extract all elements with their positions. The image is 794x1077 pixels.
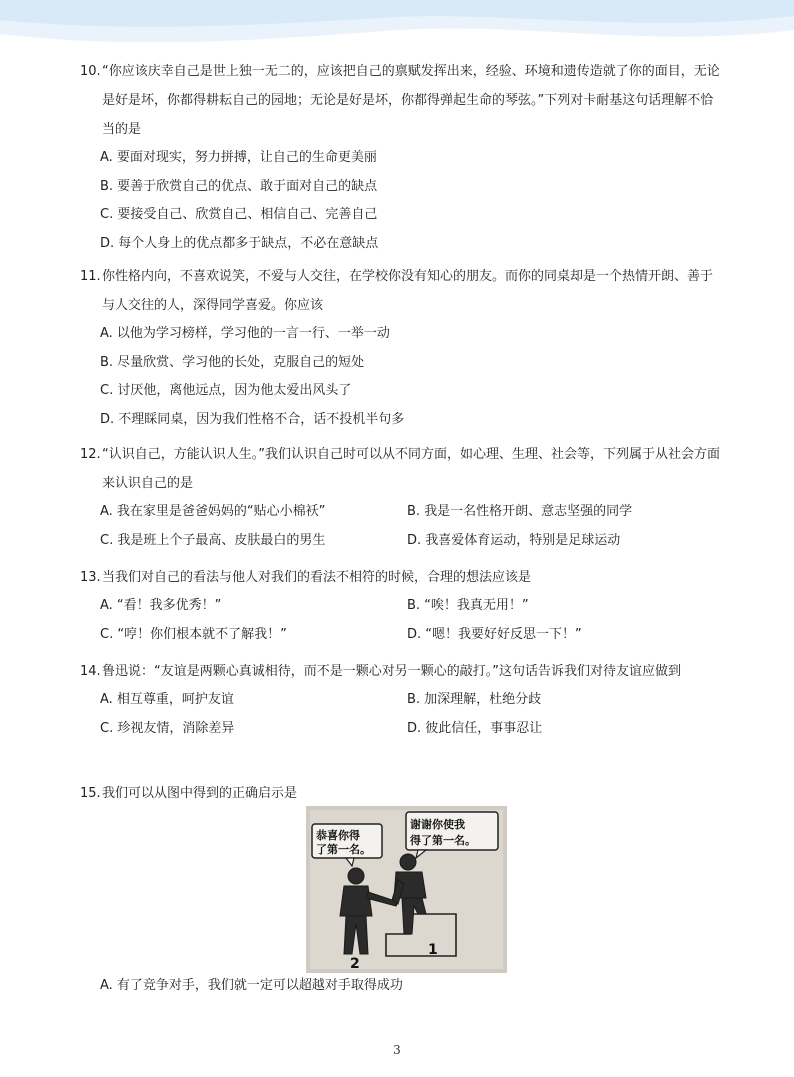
- option-row: [80, 715, 720, 744]
- question-stem: [80, 563, 720, 592]
- option-c: C. 珍视友情，消除差异: [100, 720, 235, 736]
- option-row: [80, 686, 720, 715]
- question-stem: [80, 440, 720, 498]
- option-a: A. 有了竞争对手，我们就一定可以超越对手取得成功: [100, 978, 403, 993]
- option-d: D. 彼此信任，事事忍让: [407, 720, 543, 736]
- option-row: [80, 621, 720, 650]
- question-number: 10.: [80, 64, 101, 79]
- question-text: 我们可以从图中得到的正确启示是: [102, 786, 298, 801]
- podium-label-1: 1: [428, 942, 438, 958]
- question-stem: [80, 262, 720, 320]
- question-text: “你应该庆幸自己是世上独一无二的，应该把自己的禀赋发挥出来，经验、环境和遗传造就了你的面目，无论是好是坏，你都得耕耘自己的园地；无论是好是坏，你都得弹起生命的琴弦。”下列对卡耐基这句话理解不恰当的是: [102, 64, 720, 137]
- option-b: B. “唉！我真无用！”: [407, 598, 529, 613]
- question-15-options: [80, 972, 720, 1001]
- question-number: 14.: [80, 664, 101, 679]
- question-text: “认识自己，方能认识人生。”我们认识自己时可以从不同方面，如心理、生理、社会等，下列属于从社会方面来认识自己的是: [102, 447, 720, 491]
- option-a: A. 我在家里是爸爸妈妈的“贴心小棉袄”: [100, 504, 326, 519]
- option-a: A. 以他为学习榜样，学习他的一言一行、一举一动: [100, 326, 390, 341]
- question-text: 鲁迅说：“友谊是两颗心真诚相待，而不是一颗心对另一颗心的敲打。”这句话告诉我们对待友谊应做到: [102, 664, 681, 679]
- question-14: [80, 657, 720, 743]
- option-a: A. 相互尊重，呵护友谊: [100, 692, 234, 707]
- bubble-left-line2: 了第一名。: [316, 843, 371, 856]
- bubble-right-line2: 得了第一名。: [410, 834, 476, 847]
- question-stem: [80, 57, 720, 144]
- option-c: C. 我是班上个子最高、皮肤最白的男生: [100, 532, 326, 548]
- option-d: D. 不理睬同桌，因为我们性格不合，话不投机半句多: [100, 411, 405, 427]
- question-stem: [80, 779, 720, 808]
- question-13: [80, 563, 720, 649]
- bubble-left-line1: 恭喜你得: [316, 829, 360, 842]
- header-wave-decoration: [0, 0, 794, 60]
- bubble-right-line1: 谢谢你使我: [410, 818, 465, 831]
- option-b: B. 尽量欣赏、学习他的长处，克服自己的短处: [100, 354, 365, 370]
- question-text: 你性格内向，不喜欢说笑，不爱与人交往，在学校你没有知心的朋友。而你的同桌却是一个热情开朗、善于与人交往的人，深得同学喜爱。你应该: [102, 269, 714, 313]
- question-10: [80, 57, 720, 258]
- question-number: 12.: [80, 447, 101, 462]
- option-d: D. “嗯！我要好好反思一下！”: [407, 626, 582, 642]
- question-number: 11.: [80, 269, 101, 284]
- option-b: B. 要善于欣赏自己的优点、敢于面对自己的缺点: [100, 178, 378, 194]
- question-text: 当我们对自己的看法与他人对我们的看法不相符的时候，合理的想法应该是: [102, 570, 532, 585]
- option-a: A. 要面对现实，努力拼搏，让自己的生命更美丽: [100, 150, 377, 165]
- option-b: B. 我是一名性格开朗、意志坚强的同学: [407, 504, 633, 519]
- question-stem: [80, 657, 720, 686]
- question-12: [80, 440, 720, 555]
- option-d: D. 每个人身上的优点都多于缺点，不必在意缺点: [100, 235, 379, 251]
- podium-label-2: 2: [350, 956, 360, 972]
- question-11: [80, 262, 720, 434]
- option-d: D. 我喜爱体育运动，特别是足球运动: [407, 532, 621, 548]
- option-c: C. 要接受自己、欣赏自己、相信自己、完善自己: [100, 207, 378, 222]
- question-15: [80, 779, 720, 808]
- question-number: 13.: [80, 570, 101, 585]
- question-number: 15.: [80, 786, 101, 801]
- cartoon-illustration: [306, 806, 507, 973]
- option-b: B. 加深理解，杜绝分歧: [407, 692, 542, 707]
- option-row: [80, 498, 720, 527]
- option-c: C. 讨厌他，离他远点，因为他太爱出风头了: [100, 383, 352, 398]
- option-row: [80, 592, 720, 621]
- page-number: 3: [393, 1043, 401, 1057]
- option-c: C. “哼！你们根本就不了解我！”: [100, 626, 287, 642]
- option-row: [80, 527, 720, 556]
- option-a: A. “看！我多优秀！”: [100, 598, 222, 613]
